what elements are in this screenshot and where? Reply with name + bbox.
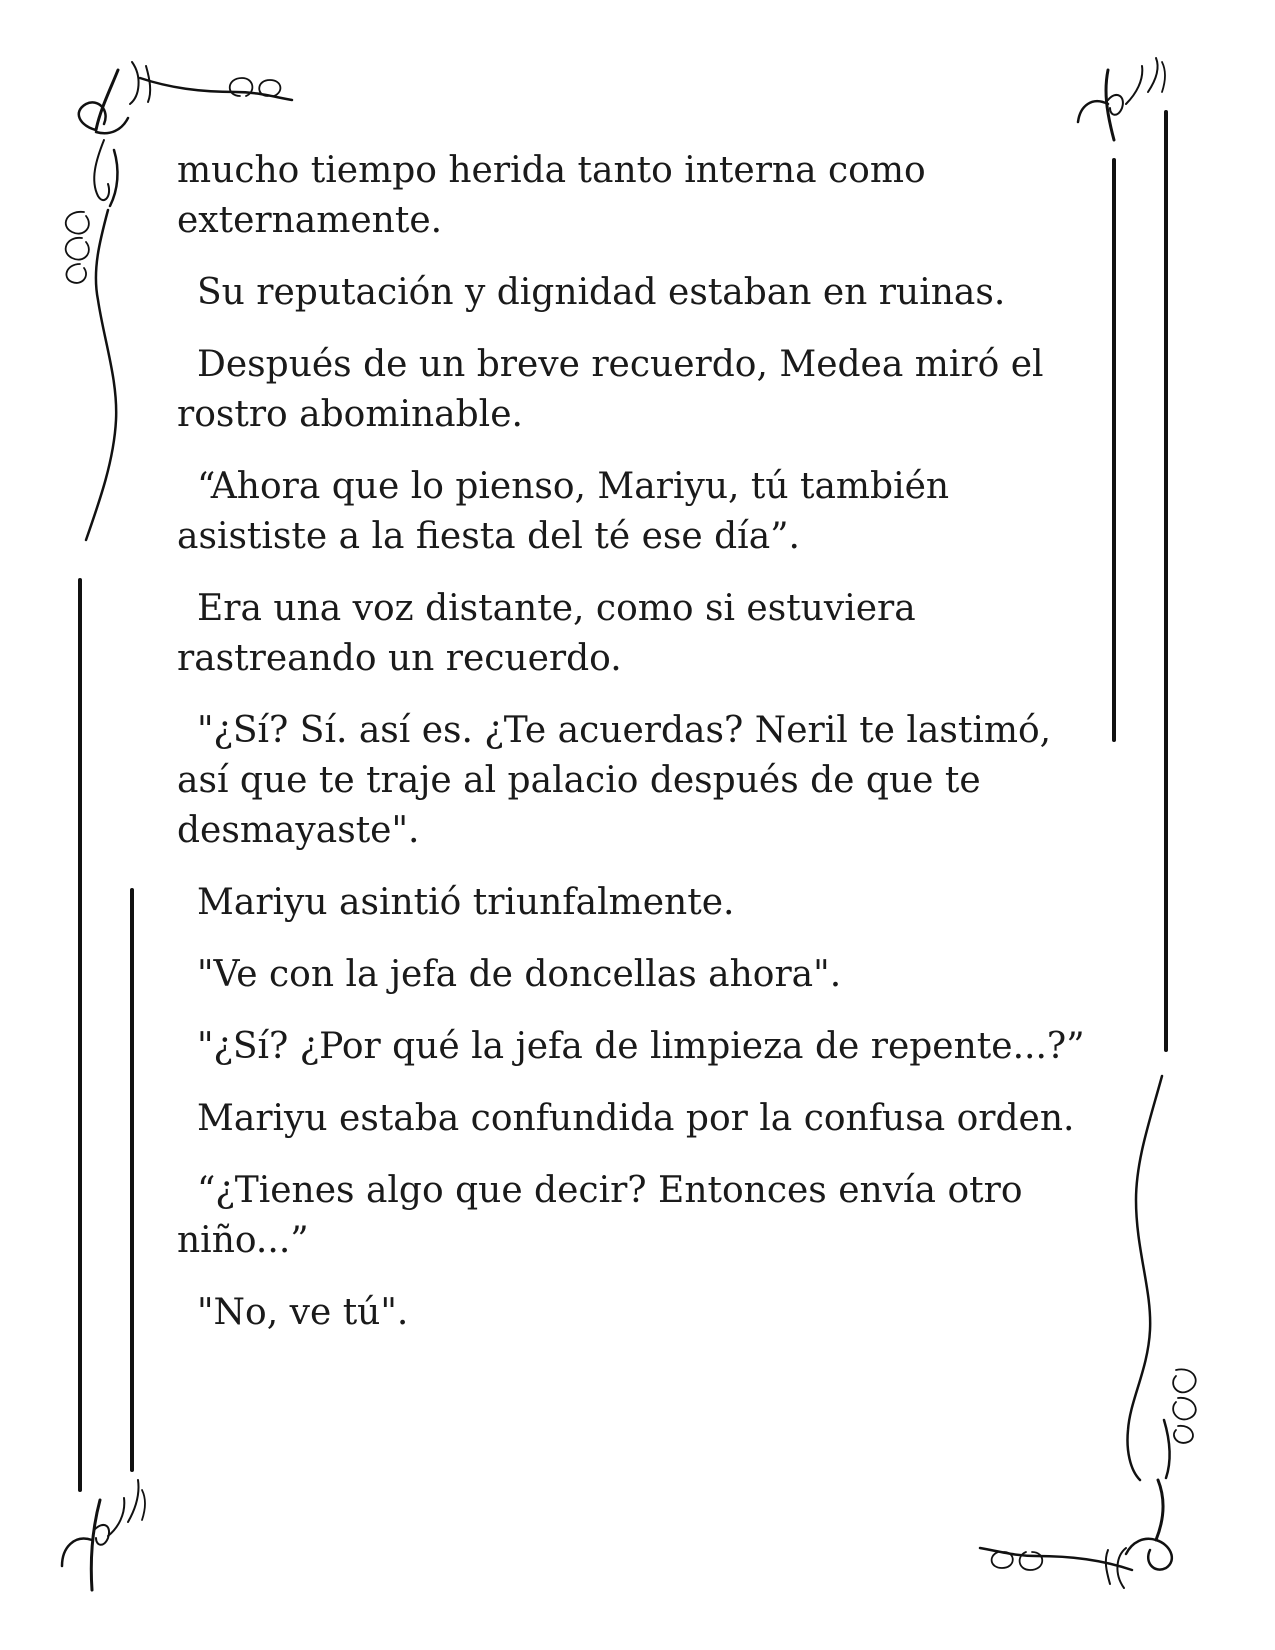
- paragraph-6: "¿Sí? Sí. así es. ¿Te acuerdas? Neril te lastimó, así que te traje al palacio después de que te desmayaste".: [177, 710, 1052, 851]
- right-border-lines-icon: [1114, 112, 1166, 1050]
- paragraph-9: "¿Sí? ¿Por qué la jefa de limpieza de repente...?”: [197, 1026, 1085, 1067]
- paragraph-12: "No, ve tú".: [197, 1292, 409, 1333]
- top-right-flourish-icon: [1078, 58, 1165, 140]
- paragraph-5: Era una voz distante, como si estuviera rastreando un recuerdo.: [177, 588, 916, 679]
- paragraph-11: “¿Tienes algo que decir? Entonces envía otro niño...”: [177, 1170, 1023, 1261]
- paragraph-2: Su reputación y dignidad estaban en ruinas.: [197, 272, 1006, 313]
- paragraph-8: "Ve con la jefa de doncellas ahora".: [197, 954, 842, 995]
- story-text: [177, 146, 1097, 1360]
- paragraph-4: “Ahora que lo pienso, Mariyu, tú también asististe a la fiesta del té ese día”.: [177, 466, 950, 557]
- paragraph-1: mucho tiempo herida tanto interna como externamente.: [177, 150, 926, 241]
- paragraph-3: Después de un breve recuerdo, Medea miró el rostro abominable.: [177, 344, 1044, 435]
- left-border-lines-icon: [80, 580, 132, 1490]
- paragraph-7: Mariyu asintió triunfalmente.: [197, 882, 735, 923]
- paragraph-10: Mariyu estaba confundida por la confusa orden.: [197, 1098, 1075, 1139]
- bottom-left-flourish-icon: [62, 1480, 145, 1590]
